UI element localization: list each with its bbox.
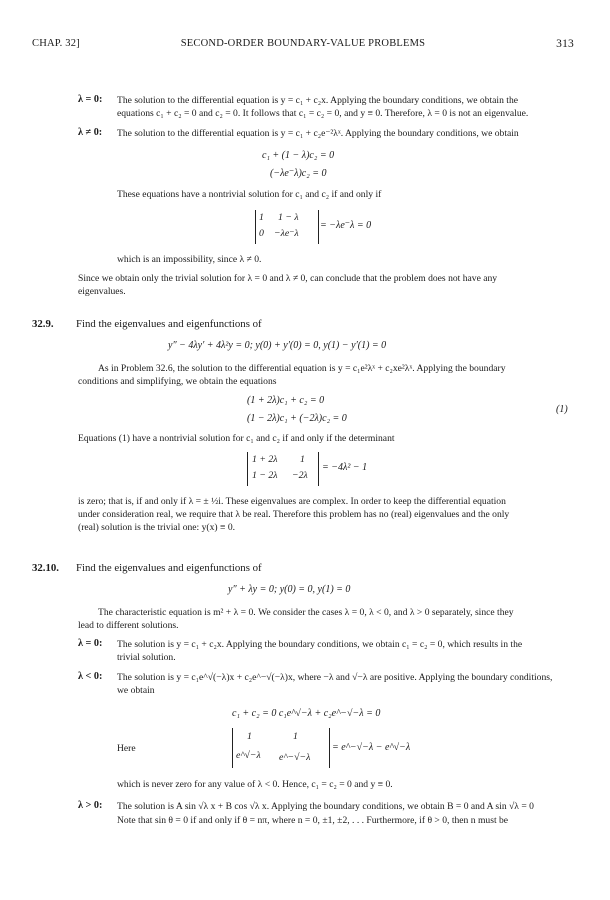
case-nonzero-line-2: These equations have a nontrivial solution for c₁ and c₂ if and only if <box>117 189 382 200</box>
problem-32-9-line-5: under consideration real, we require that λ be real. Therefore this problem has no (real) eigenvalues and the only <box>78 509 510 520</box>
page-number: 313 <box>556 38 574 50</box>
case-32-10-pos-line-1: The solution is A sin √λ x + B cos √λ x. Applying the boundary conditions, we obtain B = 0 and A sin √λ = 0 <box>117 801 534 812</box>
problem-32-10-line-1: The characteristic equation is m² + λ = 0. We consider the cases λ = 0, λ < 0, and λ > 0 separately, since they <box>98 607 514 618</box>
case-32-10-zero-line-2: trivial solution. <box>117 652 176 663</box>
case-32-10-neg-line-1: The solution is y = c₁e^√(−λ)x + c₂e^−√(−λ)x, where −λ and √−λ are positive. Applying the boundary conditions, <box>117 672 553 683</box>
det2-r1c2: 1 <box>300 454 305 465</box>
problem-32-9-line-1: As in Problem 32.6, the solution to the differential equation is y = c₁e²λˣ + c₂xe²λˣ. Applying the boundary <box>98 363 506 374</box>
problem-32-9-eq-tag: (1) <box>556 404 568 415</box>
problem-32-9-number: 32.9. <box>32 318 54 330</box>
det1-r1c1: 1 <box>259 212 264 223</box>
conclusion-line-1: Since we obtain only the trivial solution for λ = 0 and λ ≠ 0, can conclude that the problem does not have any <box>78 273 498 284</box>
chapter-title: SECOND-ORDER BOUNDARY-VALUE PROBLEMS <box>180 38 426 49</box>
case-32-10-neg-line-3: which is never zero for any value of λ < 0. Hence, c₁ = c₂ = 0 and y ≡ 0. <box>117 779 393 790</box>
case-zero-line-1: The solution to the differential equation is y = c₁ + c₂x. Applying the boundary conditions, we obtain the <box>117 95 519 106</box>
problem-32-9-line-2: conditions and simplifying, we obtain the equations <box>78 376 277 387</box>
case-32-10-neg-eq: c₁ + c₂ = 0 c₁e^√−λ + c₂e^−√−λ = 0 <box>232 708 381 719</box>
det3-result: = e^−√−λ − e^√−λ <box>332 742 411 753</box>
case-nonzero-eq-1: c₁ + (1 − λ)c₂ = 0 <box>262 150 335 161</box>
problem-32-10-title: Find the eigenvalues and eigenfunctions of <box>76 562 262 574</box>
problem-32-10-number: 32.10. <box>32 562 59 574</box>
case-nonzero-line-1: The solution to the differential equation is y = c₁ + c₂e⁻²λˣ. Applying the boundary conditions, we obtain <box>117 128 519 139</box>
problem-32-9-line-4: is zero; that is, if and only if λ = ± ½i. These eigenvalues are complex. In order to keep the differential equation <box>78 496 506 507</box>
here-label: Here <box>117 743 136 754</box>
det1-r1c2: 1 − λ <box>278 212 299 223</box>
problem-32-10-line-2: lead to different solutions. <box>78 620 179 631</box>
conclusion-line-2: eigenvalues. <box>78 286 126 297</box>
case-32-10-neg-line-2: we obtain <box>117 685 155 696</box>
case-zero-line-2: equations c₁ + c₂ = 0 and c₂ = 0. It follows that c₁ = c₂ = 0, and y ≡ 0. Therefore, λ = 0 is not an eigenvalue. <box>117 108 529 119</box>
case-nonzero-eq-2: (−λe⁻λ)c₂ = 0 <box>270 168 327 179</box>
case-32-10-neg-label: λ < 0: <box>78 671 103 682</box>
determinant-2 <box>247 452 319 486</box>
problem-32-9-eq-2: (1 − 2λ)c₁ + (−2λ)c₂ = 0 <box>247 413 347 424</box>
det3-r2c2: e^−√−λ <box>279 752 311 763</box>
case-32-10-pos-label: λ > 0: <box>78 800 103 811</box>
case-nonzero-line-3: which is an impossibility, since λ ≠ 0. <box>117 254 262 265</box>
problem-32-9-line-3: Equations (1) have a nontrivial solution for c₁ and c₂ if and only if the determinant <box>78 433 395 444</box>
det2-r2c2: −2λ <box>292 470 308 481</box>
det3-r2c1: e^√−λ <box>236 750 261 761</box>
case-32-10-zero-line-1: The solution is y = c₁ + c₂x. Applying the boundary conditions, we obtain c₁ = c₂ = 0, which results in the <box>117 639 523 650</box>
det2-r2c1: 1 − 2λ <box>252 470 278 481</box>
det1-r2c1: 0 <box>259 228 264 239</box>
problem-32-9-eq-1: (1 + 2λ)c₁ + c₂ = 0 <box>247 395 325 406</box>
det2-r1c1: 1 + 2λ <box>252 454 278 465</box>
det2-result: = −4λ² − 1 <box>322 462 368 473</box>
chapter-label: CHAP. 32] <box>32 38 80 49</box>
problem-32-9-title: Find the eigenvalues and eigenfunctions of <box>76 318 262 330</box>
problem-32-10-equation: y″ + λy = 0; y(0) = 0, y(1) = 0 <box>228 584 351 595</box>
case-nonzero-label: λ ≠ 0: <box>78 127 103 138</box>
determinant-3 <box>232 728 330 768</box>
running-header <box>32 38 574 52</box>
case-32-10-pos-line-2: Note that sin θ = 0 if and only if θ = nπ, where n = 0, ±1, ±2, . . . Furthermore, if θ > 0, then n must be <box>117 815 509 826</box>
problem-32-9-equation: y″ − 4λy′ + 4λ²y = 0; y(0) + y′(0) = 0, y(1) − y′(1) = 0 <box>168 340 387 351</box>
determinant-1 <box>255 210 319 244</box>
det3-r1c1: 1 <box>247 731 252 742</box>
case-32-10-zero-label: λ = 0: <box>78 638 103 649</box>
det1-result: = −λe⁻λ = 0 <box>320 220 372 231</box>
det3-r1c2: 1 <box>293 731 298 742</box>
case-zero-label: λ = 0: <box>78 94 103 105</box>
problem-32-9-line-6: (real) solution is the trivial one: y(x) ≡ 0. <box>78 522 236 533</box>
det1-r2c2: −λe⁻λ <box>274 228 299 239</box>
